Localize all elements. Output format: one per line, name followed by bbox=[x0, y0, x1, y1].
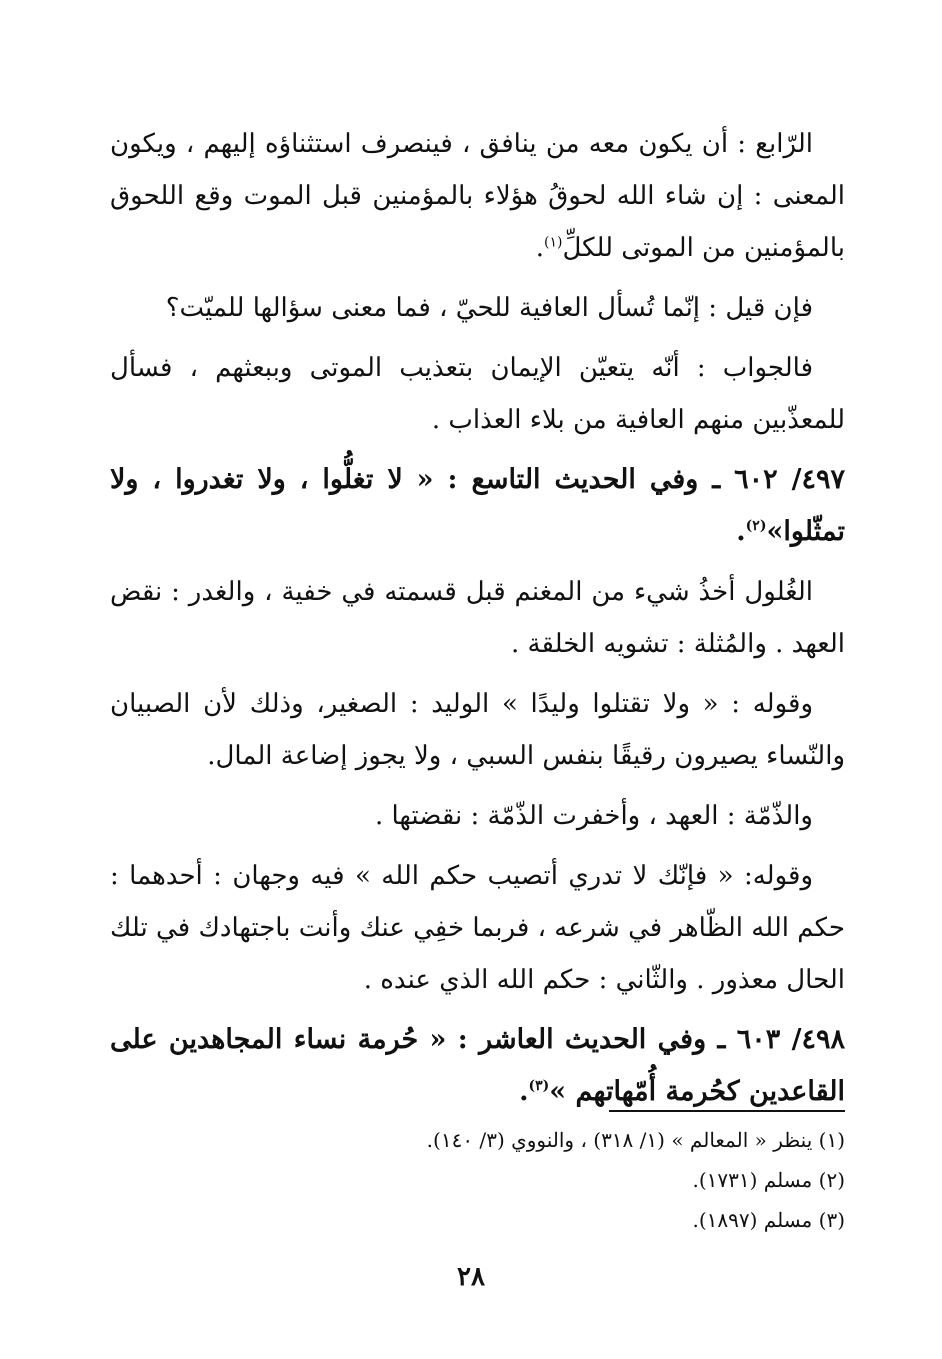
footnote-ref-2[interactable]: (٢) bbox=[745, 518, 767, 534]
hadith-end: . bbox=[736, 516, 746, 547]
page-number: ٢٨ bbox=[457, 1262, 485, 1292]
hadith-heading-498 bbox=[110, 1014, 845, 1118]
paragraph-answer: فالجواب : أنّه يتعيّن الإيمان بتعذيب الموتى وببعثهم ، فسأل للمعذّبين منهم العافية من بلاء العذاب . bbox=[110, 353, 845, 435]
footnote-2: (٢) مسلم (١٧٣١). bbox=[692, 1168, 845, 1192]
footnote-ref-1[interactable]: (١) bbox=[543, 234, 563, 251]
footnote-1: (١) ينظر « المعالم » (١/ ٣١٨) ، والنووي (٣/ ١٤٠). bbox=[426, 1128, 845, 1152]
page-body bbox=[110, 118, 845, 1126]
footnote-divider bbox=[609, 1110, 845, 1112]
paragraph-question: فإن قيل : إنّما تُسأل العافية للحيّ ، فما معنى سؤالها للميّت؟ bbox=[165, 293, 813, 323]
paragraph-dhimma: والذّمّة : العهد ، وأخفرت الذّمّة : نقضتها . bbox=[374, 801, 813, 831]
hadith-end: . bbox=[519, 1076, 529, 1107]
hadith-text: ٤٩٧/ ٦٠٢ ـ وفي الحديث التاسع : « لا تغلُّوا ، ولا تغدروا ، ولا تمثّلوا» bbox=[110, 464, 845, 547]
paragraph-fourth-reason bbox=[110, 118, 845, 274]
paragraph-ghulul: الغُلول أخذُ شيء من المغنم قبل قسمته في خفية ، والغدر : نقض العهد . والمُثلة : تشويه الخلقة . bbox=[110, 577, 845, 659]
paragraph-text: الرّابع : أن يكون معه من ينافق ، فينصرف استثناؤه إليهم ، ويكون المعنى : إن شاء الله لحوقُ هؤلاء بالمؤمنين قبل الموت وقع اللحوق بالمؤمنين من الموتى للكلِّ bbox=[110, 129, 845, 263]
footnotes bbox=[110, 1120, 845, 1240]
paragraph-hukm: وقوله: « فإنّك لا تدري أتصيب حكم الله » فيه وجهان : أحدهما : حكم الله الظّاهر في شرعه ، فربما خفِي عنك وأنت باجتهادك في تلك الحال معذور . والثّاني : حكم الله الذي عنده . bbox=[110, 861, 845, 995]
hadith-heading-497 bbox=[110, 454, 845, 558]
footnote-3: (٣) مسلم (١٨٩٧). bbox=[692, 1208, 845, 1232]
paragraph-end: . bbox=[535, 233, 544, 263]
hadith-text: ٤٩٨/ ٦٠٣ ـ وفي الحديث العاشر : « حُرمة نساء المجاهدين على القاعدين كحُرمة أُمّهاتهم » bbox=[110, 1024, 845, 1107]
paragraph-walid: وقوله : « ولا تقتلوا وليدًا » الوليد : الصغير، وذلك لأن الصبيان والنّساء يصيرون رقيقًا بنفس السبي ، ولا يجوز إضاعة المال. bbox=[110, 689, 845, 771]
footnote-ref-3[interactable]: (٣) bbox=[528, 1078, 550, 1094]
